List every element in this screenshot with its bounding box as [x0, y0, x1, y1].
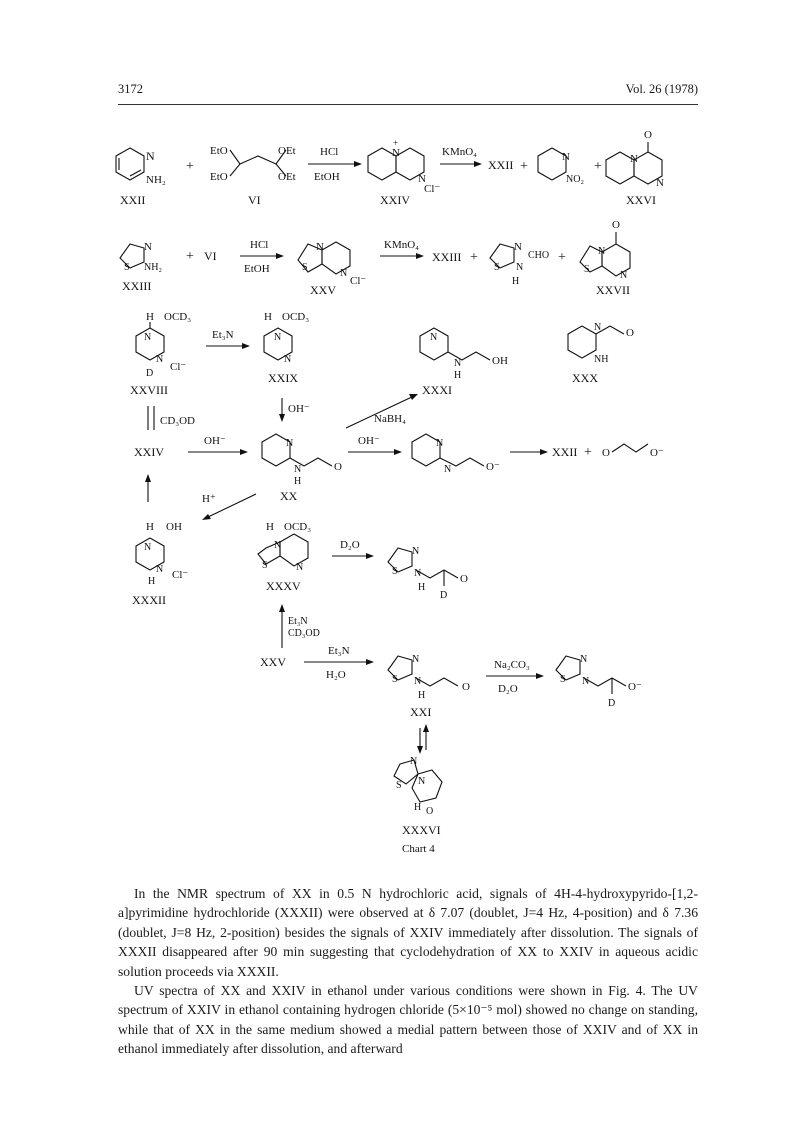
atom-h: H	[148, 576, 156, 587]
atom-h: H	[454, 370, 462, 381]
reagent-etoh: EtOH	[314, 171, 340, 183]
structure-xxxvi	[394, 756, 442, 837]
reagent-kmno4: KMnO₄	[442, 146, 478, 158]
reagent-oh: OH⁻	[358, 435, 380, 447]
atom-h: H	[414, 802, 422, 813]
atom-s: S	[302, 262, 308, 273]
atom-o: O	[602, 447, 610, 459]
label-xxvii: XXVII	[596, 283, 630, 297]
atom-n: N	[410, 756, 418, 767]
atom-n: N	[146, 149, 155, 163]
label-xxii: XXII	[552, 445, 578, 459]
atom-o: O	[612, 219, 620, 231]
atom-h: H	[512, 276, 520, 287]
structure-formamide	[490, 241, 549, 287]
structure-anion	[412, 434, 500, 475]
atom-n: N	[620, 270, 628, 281]
reagent-vi: VI	[204, 249, 217, 263]
atom-d: D	[440, 590, 448, 601]
structure-vi	[210, 145, 296, 207]
atom-n: N	[598, 246, 606, 257]
counterion-cl: Cl⁻	[350, 275, 367, 287]
reagent-oh: OH⁻	[204, 435, 226, 447]
atom-n: N	[516, 262, 524, 273]
atom-oh: OH	[492, 355, 508, 367]
atom-nh2: NH₂	[144, 262, 162, 273]
charge-plus: +	[393, 138, 399, 148]
atom-n: N	[412, 546, 420, 557]
atom-ocd3: OCD₃	[282, 311, 310, 323]
atom-nh: NH	[594, 354, 609, 365]
counterion-cl: Cl⁻	[172, 569, 189, 581]
atom-ocd3: OCD₃	[284, 521, 312, 533]
label-xxi: XXI	[410, 705, 432, 719]
paragraph: In the NMR spectrum of XX in 0.5 N hydrochloric acid, signals of 4H-4-hydroxypyrido-[1,2-a]pyrimidine hydrochloride (XXXII) were observed at δ 7.07 (doublet, J=4 Hz, 4-position) and δ 7.36 (doublet, J=8 Hz, 2-position) besides the signals of XXIV immediately after dissolution. The signals of XXXII disappeared after 90 min suggesting that cyclodehydration of XX to XXIV in aqueous acidic solution proceeds via XXXII.	[118, 886, 698, 979]
plus-sign: +	[186, 159, 194, 174]
label-xxxii: XXXII	[132, 593, 166, 607]
atom-s: S	[124, 262, 130, 273]
label-xxx: XXX	[572, 371, 598, 385]
atom-h: H	[266, 521, 274, 533]
structure-xxi	[388, 654, 470, 719]
atom-o: O	[426, 806, 434, 817]
label-xxiv: XXIV	[134, 445, 164, 459]
volume-info: Vol. 26 (1978)	[625, 82, 698, 96]
counterion-cl: Cl⁻	[170, 361, 187, 373]
atom-s: S	[262, 560, 268, 571]
reagent-h2o: H₂O	[326, 669, 346, 681]
reagent-et3n: Et₃N	[212, 329, 234, 341]
atom-s: S	[494, 262, 500, 273]
structure-xxiii	[120, 241, 162, 293]
atom-oh: OH	[166, 521, 182, 533]
label-xxviii: XXVIII	[130, 383, 168, 397]
atom-o: O	[462, 681, 470, 693]
structure-xxvii	[580, 219, 630, 297]
structure-xxiv	[368, 138, 440, 207]
atom-s: S	[396, 780, 402, 791]
reagent-etoh: EtOH	[244, 263, 270, 275]
header-rule	[118, 104, 698, 105]
label-xxiii: XXIII	[432, 250, 462, 264]
atom-o-minus: O⁻	[650, 447, 664, 459]
label-xxv: XXV	[310, 283, 336, 297]
atom-cho: CHO	[528, 250, 550, 261]
atom-eto: EtO	[210, 145, 228, 157]
chart-caption: Chart 4	[402, 843, 435, 855]
label-vi: VI	[248, 193, 261, 207]
atom-s: S	[584, 264, 590, 275]
atom-d: D	[608, 698, 616, 709]
counterion-cl: Cl⁻	[424, 183, 441, 195]
reagent-d2o: D₂O	[340, 539, 360, 551]
reagent-hcl: HCl	[320, 146, 339, 158]
label-xxii: XXII	[488, 158, 514, 172]
atom-o: O	[644, 129, 652, 141]
structure-xxii	[116, 148, 166, 207]
structure-xxxi	[420, 328, 508, 397]
atom-h: H	[418, 690, 426, 701]
atom-n: N	[414, 568, 422, 579]
atom-o: O	[334, 461, 342, 473]
atom-n: N	[582, 676, 590, 687]
reagent-cd3od: CD₃OD	[288, 628, 320, 639]
structure-deuterated-anion	[556, 654, 642, 709]
atom-n: N	[430, 332, 438, 343]
structure-xxix	[264, 311, 309, 385]
atom-o: O	[626, 327, 634, 339]
label-xxxvi: XXXVI	[402, 823, 441, 837]
atom-n: N	[418, 776, 426, 787]
reagent-cd3od: CD₃OD	[160, 415, 196, 427]
atom-n: N	[144, 241, 152, 253]
atom-oet: OEt	[278, 145, 296, 157]
atom-n: N	[562, 151, 570, 163]
structure-xxx	[568, 322, 634, 385]
atom-n-plus: N	[392, 147, 400, 159]
atom-n: N	[412, 654, 420, 665]
atom-n: N	[156, 354, 164, 365]
plus-sign: +	[584, 445, 592, 460]
atom-n-plus: N	[144, 332, 152, 343]
atom-h: H	[146, 521, 154, 533]
label-xxiii: XXIII	[122, 279, 152, 293]
atom-s: S	[392, 566, 398, 577]
atom-n: N	[156, 564, 164, 575]
page-number: 3172	[118, 82, 143, 96]
atom-h: H	[264, 311, 272, 323]
reagent-et3n: Et₃N	[288, 616, 308, 627]
atom-n: N	[274, 332, 282, 343]
atom-o-minus: O⁻	[628, 681, 642, 693]
atom-nh2: NH₂	[146, 174, 166, 186]
atom-ocd3: OCD₃	[164, 311, 192, 323]
atom-n-plus: N	[144, 542, 152, 553]
atom-n-plus: N	[274, 540, 282, 551]
atom-h: H	[294, 476, 302, 487]
structure-xxxii	[132, 521, 188, 607]
atom-o: O	[460, 573, 468, 585]
reagent-oh: OH⁻	[288, 403, 310, 415]
atom-s: S	[392, 674, 398, 685]
atom-h: H	[146, 311, 154, 323]
atom-oet: OEt	[278, 171, 296, 183]
plus-sign: +	[558, 250, 566, 265]
plus-sign: +	[186, 249, 194, 264]
structure-xxvi	[606, 129, 664, 207]
atom-n: N	[514, 241, 522, 253]
atom-n: N	[340, 268, 348, 279]
structure-xxxv	[258, 521, 311, 593]
atom-n: N	[454, 358, 462, 369]
structure-malondialdehyde-anion	[602, 444, 664, 459]
atom-eto: EtO	[210, 171, 228, 183]
reagent-hcl: HCl	[250, 239, 269, 251]
atom-n: N	[580, 654, 588, 665]
reagent-d2o: D₂O	[498, 683, 518, 695]
atom-n: N	[656, 177, 664, 189]
atom-n: N	[630, 153, 638, 165]
atom-n: N	[286, 438, 294, 449]
structure-xxv	[298, 241, 366, 297]
atom-n: N	[444, 464, 452, 475]
reagent-nabh4: NaBH₄	[374, 413, 406, 425]
label-xxxv: XXXV	[266, 579, 301, 593]
atom-no2: NO₂	[566, 174, 584, 185]
atom-d: D	[146, 368, 154, 379]
plus-sign: +	[520, 159, 528, 174]
label-xxiv: XXIV	[380, 193, 410, 207]
paragraph: UV spectra of XX and XXIV in ethanol under various conditions were shown in Fig. 4. The UV spectrum of XXIV in ethanol containing hydrogen chloride (5×10⁻⁵ mol) showed no change on standing, while that of XX in the same medium showed a medial pattern between those of XXIV and of XX in ethanol immediately after dissolution, and afterward	[118, 983, 698, 1057]
reagent-h-plus: H⁺	[202, 493, 216, 505]
atom-n: N	[284, 354, 292, 365]
atom-n: N	[294, 464, 302, 475]
atom-n: N	[594, 322, 602, 333]
atom-n-plus: N	[316, 241, 324, 253]
label-xxxi: XXXI	[422, 383, 452, 397]
body-text	[118, 884, 698, 1059]
atom-o-minus: O⁻	[486, 461, 500, 473]
structure-deuterated-xxi	[388, 546, 468, 601]
atom-n: N	[414, 676, 422, 687]
atom-h: H	[418, 582, 426, 593]
label-xxii: XXII	[120, 193, 146, 207]
plus-sign: +	[594, 159, 602, 174]
label-xxv: XXV	[260, 655, 286, 669]
reagent-kmno4: KMnO₄	[384, 239, 420, 251]
label-xx: XX	[280, 489, 298, 503]
atom-n: N	[436, 438, 444, 449]
label-xxix: XXIX	[268, 371, 298, 385]
atom-n: N	[418, 173, 426, 185]
structure-xx	[262, 434, 342, 503]
reagent-et3n: Et₃N	[328, 645, 350, 657]
atom-n: N	[296, 562, 304, 573]
reaction-scheme	[100, 108, 700, 858]
structure-nitropyridine	[538, 148, 584, 185]
reagent-na2co3: Na₂CO₃	[494, 659, 530, 671]
structure-xxviii	[130, 311, 191, 397]
atom-s: S	[560, 674, 566, 685]
plus-sign: +	[470, 250, 478, 265]
label-xxvi: XXVI	[626, 193, 656, 207]
